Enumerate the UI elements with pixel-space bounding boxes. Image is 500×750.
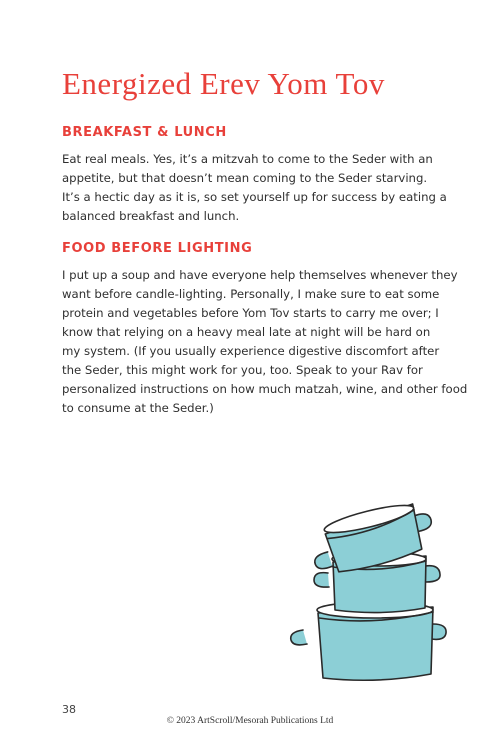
paragraph-line: protein and vegetables before Yom Tov starts to carry me over; I xyxy=(62,306,439,320)
page-title: Energized Erev Yom Tov xyxy=(62,66,385,101)
section-heading-food-before-lighting: FOOD BEFORE LIGHTING xyxy=(62,241,253,256)
copyright-notice: © 2023 ArtScroll/Mesorah Publications Ltd xyxy=(166,716,334,726)
breakfast-lunch-paragraph xyxy=(62,150,457,226)
paragraph-line: personalized instructions on how much matzah, wine, and other food xyxy=(62,382,468,396)
food-before-lighting-paragraph xyxy=(62,266,468,418)
section-heading-breakfast-lunch: BREAKFAST & LUNCH xyxy=(62,125,227,140)
bottom-pot-icon xyxy=(291,602,446,680)
paragraph-line: know that relying on a heavy meal late at night will be hard on xyxy=(62,325,431,339)
paragraph-line: to consume at the Seder.) xyxy=(62,401,214,415)
stacked-pots-illustration xyxy=(285,490,455,690)
paragraph-line: It’s a hectic day as it is, so set yourself up for success by eating a xyxy=(62,190,447,204)
paragraph-line: my system. (If you usually experience digestive discomfort after xyxy=(62,344,440,358)
paragraph-line: the Seder, this might work for you, too. Speak to your Rav for xyxy=(62,363,423,377)
paragraph-line: I put up a soup and have everyone help themselves whenever they xyxy=(62,268,458,282)
paragraph-line: want before candle-lighting. Personally, I make sure to eat some xyxy=(62,287,440,301)
paragraph-line: Eat real meals. Yes, it’s a mitzvah to come to the Seder with an xyxy=(62,152,433,166)
page-number: 38 xyxy=(62,703,76,716)
paragraph-line: appetite, but that doesn’t mean coming to the Seder starving. xyxy=(62,171,428,185)
paragraph-line: balanced breakfast and lunch. xyxy=(62,209,240,223)
